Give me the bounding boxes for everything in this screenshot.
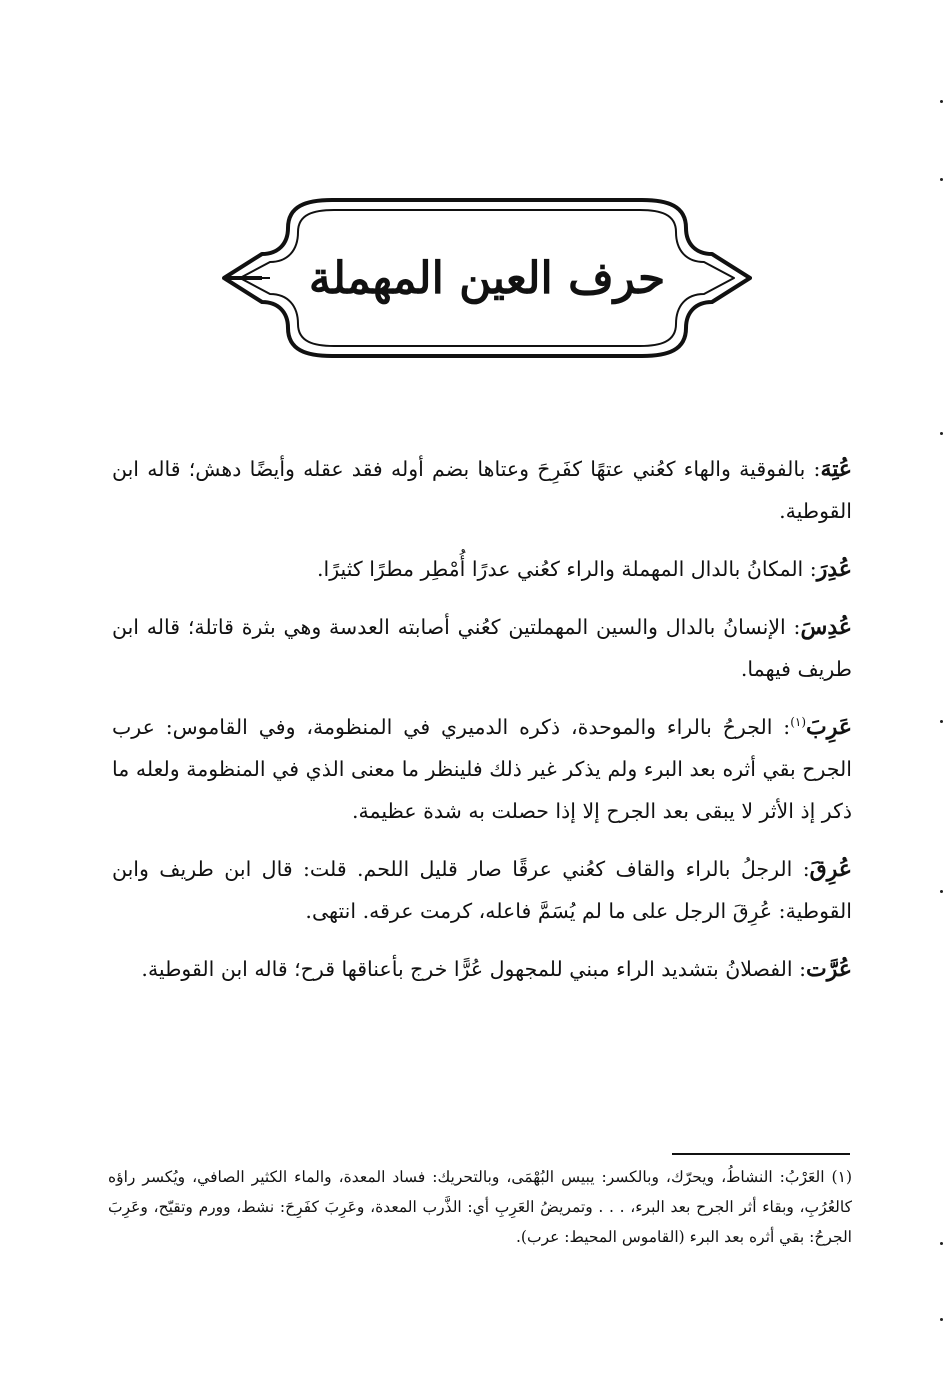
entry-4 <box>112 706 852 832</box>
margin-mark <box>940 100 943 103</box>
margin-mark <box>940 178 943 181</box>
entry-head: عَرِبَ <box>806 714 852 740</box>
entry-6 <box>112 948 852 990</box>
main-text <box>112 448 852 1006</box>
entry-text: : الإنسانُ بالدال والسين المهملتين كعُني أصابته العدسة وهي بثرة قاتلة؛ قاله ابن طريف فيهما. <box>112 615 852 681</box>
entry-head: عُرَّت <box>806 956 852 982</box>
entry-text: : الرجلُ بالراء والقاف كعُني عرقًا صار قليل اللحم. قلت: قال ابن طريف وابن القوطية: عُرِقَ الرجل على ما لم يُسَمَّ فاعله، كرمت عرقه. انتهى. <box>112 857 852 923</box>
entry-text: : الفصلانُ بتشديد الراء مبني للمجهول عُرًّا خرج بأعناقها قرح؛ قاله ابن القوطية. <box>141 957 807 981</box>
margin-mark <box>940 432 943 435</box>
margin-mark <box>940 1318 943 1321</box>
margin-mark <box>940 1242 943 1245</box>
entry-head: عُدِسَ <box>800 614 852 640</box>
entry-text: : المكانُ بالدال المهملة والراء كعُني عدرًا أُمْطِر مطرًا كثيرًا. <box>317 557 817 581</box>
entry-text: : الجرحُ بالراء والموحدة، ذكره الدميري في المنظومة، وفي القاموس: عرب الجرح بقي أثره بعد البرء ولم يذكر غير ذلك فلينظر ما معنى الذي في المنظومة ولعله ما ذكر إذ الأثر لا يبقى بعد الجرح إلا إذا حصلت به شدة عظيمة. <box>112 715 852 823</box>
footnote-divider <box>672 1153 850 1155</box>
entry-head: عُرِقَ <box>809 856 852 882</box>
entry-head: عُدِرَ <box>816 556 852 582</box>
margin-mark <box>940 890 943 893</box>
entry-3 <box>112 606 852 690</box>
footnote-reference[interactable]: (١) <box>790 715 807 730</box>
entry-1 <box>112 448 852 532</box>
entry-5 <box>112 848 852 932</box>
chapter-title: حرف العين المهملة <box>308 252 666 304</box>
entry-2 <box>112 548 852 590</box>
chapter-title-frame <box>222 198 752 358</box>
margin-mark <box>940 720 943 723</box>
footnote: (١) العَرْبُ: النشاطُ، ويحرّك، وبالكسر: يبيس البُهْمَى، وبالتحريك: فساد المعدة، والماء الكثير الصافي، ويُكسر راؤه كالعُرُبِ، وبقاء أثر الجرح بعد البرء، . . . وتمريضُ العَرِبِ أي: الذَّرب المعدة، وعَرِبَ كفَرِحَ: نشط، وورم وتقيّح، وعَرِبَ الجرحُ: بقي أثره بعد البرء (القاموس المحيط: عرب). <box>108 1168 852 1246</box>
entry-head: عُتِهَ <box>820 456 852 482</box>
entry-text: : بالفوقية والهاء كعُني عتهًا كفَرِحَ وعتاها بضم أوله فقد عقله وأيضًا دهش؛ قاله ابن القوطية. <box>112 457 852 523</box>
